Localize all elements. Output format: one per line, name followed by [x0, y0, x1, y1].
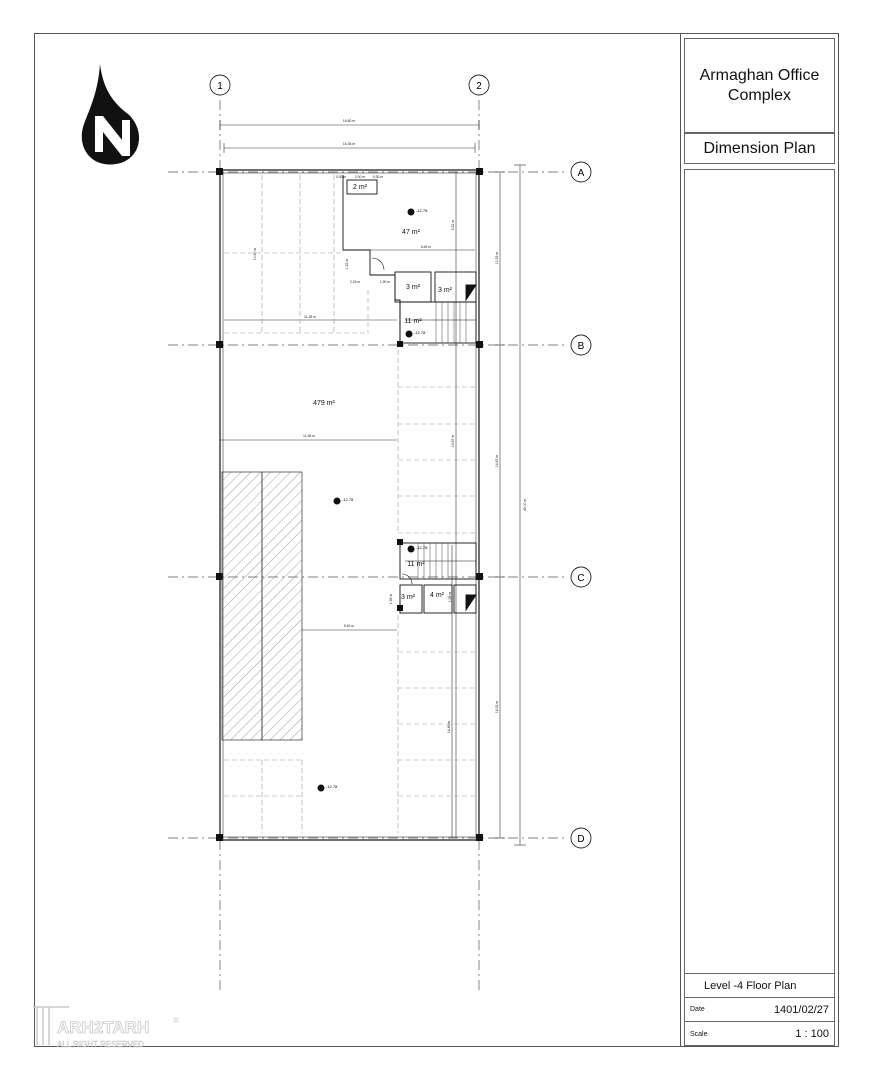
dim-small-1: 2.15 m	[349, 280, 361, 284]
dim-small-8: 1.95 m	[389, 593, 393, 605]
area-shaft-b: 3 m²	[438, 287, 452, 294]
area-stair-upper: 11 m²	[404, 318, 422, 325]
dim-small-5: 0.30 m	[335, 175, 347, 179]
view-name	[684, 973, 835, 997]
level-text-5: -12.78	[326, 784, 338, 789]
grid-bubble-b	[571, 335, 591, 355]
north-arrow-icon	[82, 64, 139, 164]
date-row	[684, 997, 835, 1021]
dim-small-2: 1.90 m	[379, 280, 391, 284]
dim-small-7: 11.38 m	[304, 315, 316, 319]
area-office-upper: 47 m²	[402, 229, 420, 236]
area-wc-top: 2 m²	[353, 184, 367, 191]
lower-core	[400, 543, 476, 613]
stair-treads	[418, 302, 466, 579]
grid-label-c: C	[577, 573, 585, 584]
grid-label-1: 1	[217, 81, 223, 92]
level-text-1: -12.78	[416, 208, 428, 213]
dim-stair-depth: 15.87 m	[451, 434, 455, 448]
dim-office-depth: 6.22 m	[451, 219, 455, 231]
grid-label-b: B	[577, 341, 585, 352]
dim-small-6: 10.60 m	[253, 247, 257, 261]
level-marker-3	[334, 497, 355, 505]
sheet-title	[684, 133, 835, 164]
dim-small-4: 2.00 m	[354, 175, 366, 179]
area-shaft-a: 3 m²	[406, 284, 420, 291]
dim-small-9: 1.58 m	[448, 591, 452, 603]
dim-parking-width: 11.38 m	[303, 434, 315, 438]
area-shaft-d: 4 m²	[430, 592, 444, 599]
ramp	[222, 472, 302, 740]
grid-bubble-a	[571, 162, 591, 182]
grid-label-a: A	[577, 168, 585, 179]
dim-a-b: 10.53 m	[495, 251, 499, 265]
watermark-brand: ARH2TARH	[57, 1018, 150, 1037]
sheet-title-text: Dimension Plan	[703, 139, 816, 157]
level-marker-2	[406, 330, 427, 338]
grid-bubble-2	[469, 75, 489, 95]
grid-bubble-1	[210, 75, 230, 95]
watermark-mark: ®	[173, 1016, 179, 1025]
scale-value: 1 : 100	[795, 1028, 829, 1040]
dim-c-d: 16.33 m	[495, 700, 499, 714]
dim-office-width: 6.45 m	[420, 245, 432, 249]
grid-bubble-c	[571, 567, 591, 587]
dim-b-c: 14.47 m	[495, 454, 499, 468]
title-block-body	[684, 169, 835, 1046]
area-parking-main: 479 m²	[313, 400, 335, 407]
dim-lower-depth: 14.49 m	[447, 720, 451, 734]
dim-inner-width: 16.35 m	[342, 142, 356, 146]
scale-row	[684, 1021, 835, 1046]
room-labels	[313, 184, 453, 601]
parking-stalls-upper	[224, 175, 368, 333]
grid-label-2: 2	[476, 81, 482, 92]
level-text-2: -12.78	[414, 330, 426, 335]
scale-label: Scale	[690, 1030, 708, 1038]
watermark-logo	[31, 1003, 181, 1051]
dim-small-10: 0.30 m	[372, 175, 384, 179]
level-marker-5	[318, 784, 339, 792]
dim-overall-height: 45.00 m	[523, 498, 527, 512]
date-value: 1401/02/27	[773, 1003, 829, 1016]
dim-small-3: 1.22 m	[345, 258, 349, 270]
view-name-text: Level -4 Floor Plan	[704, 979, 797, 992]
project-name	[684, 38, 835, 133]
grid-label-d: D	[577, 834, 585, 845]
level-text-4: -12.78	[416, 545, 428, 550]
watermark-tagline: ALL RIGHT RESERVED	[57, 1040, 144, 1049]
dim-overall-width: 16.80 m	[342, 119, 356, 123]
project-name-text: Armaghan Office Complex	[699, 66, 820, 104]
date-label: Date	[690, 1006, 705, 1013]
level-text-3: -12.78	[342, 497, 354, 502]
area-stair-lower: 11 m²	[407, 561, 425, 568]
dim-ramp-width: 5.40 m	[343, 624, 355, 628]
level-marker-1	[408, 208, 429, 216]
grid-bubble-d	[571, 828, 591, 848]
area-shaft-c: 3 m²	[401, 594, 415, 601]
